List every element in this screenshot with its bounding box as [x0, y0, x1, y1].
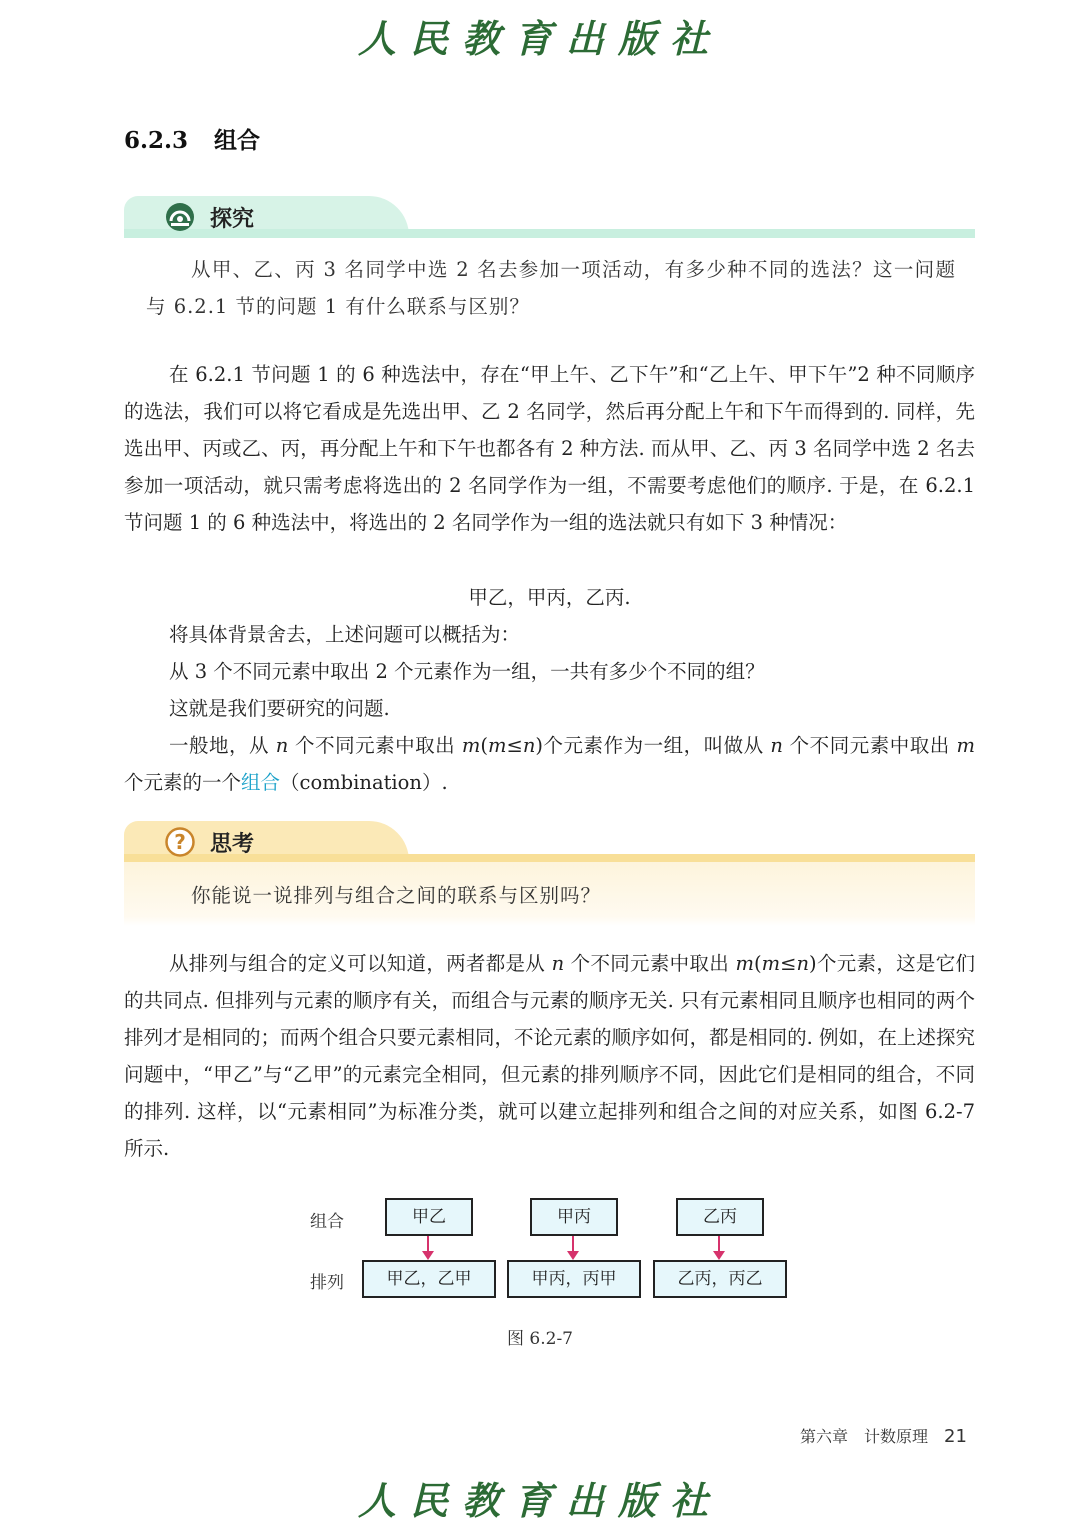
- arrow-2: [572, 1236, 574, 1252]
- think-banner: [124, 821, 975, 863]
- perm-box-1: 甲乙，乙甲: [362, 1260, 496, 1298]
- combo-list: 甲乙，甲丙，乙丙.: [468, 586, 631, 609]
- question-icon: [164, 826, 196, 858]
- arrow-3: [718, 1236, 720, 1252]
- perm-box-3: 乙丙，丙乙: [653, 1260, 787, 1298]
- perm-box-2: 甲丙，丙甲: [507, 1260, 641, 1298]
- explore-icon: [164, 201, 196, 233]
- paragraph-3: 将具体背景舍去，上述问题可以概括为：: [169, 623, 521, 646]
- explore-banner: [124, 196, 975, 238]
- explore-title: 探究: [210, 207, 255, 232]
- section-number: 6.2.3: [124, 127, 189, 154]
- comparison-paragraph: 从排列与组合的定义可以知道，两者都是从 n 个不同元素中取出 m(m≤n)个元素，这是它们的共同点. 但排列与元素的顺序有关，而组合与元素的顺序无关. 只有元素相同且顺序也相同的两个排列才是相同的；而两个组合只要元素相同，不论元素的顺序如何，都是相同的. 例如，在上述探究问题中，“甲乙”与“乙甲”的元素完全相同，但元素的排列顺序不同，因此它们是相同的组合，不同的排列. 这样，以“元素相同”为标准分类，就可以建立起排列和组合之间的对应关系，如图 6.2-7 所示.: [124, 952, 976, 1160]
- publisher-watermark-bottom: 人民教育出版社: [357, 1478, 722, 1523]
- page-footer: [800, 1424, 967, 1447]
- think-question: 你能说一说排列与组合之间的联系与区别吗？: [191, 884, 602, 907]
- paragraph-5: 这就是我们要研究的问题.: [169, 697, 390, 720]
- explore-question: 从甲、乙、丙 3 名同学中选 2 名去参加一项活动，有多少种不同的选法？这一问题与 6.2.1 节的问题 1 有什么联系与区别？: [146, 258, 956, 318]
- section-heading: [124, 122, 260, 155]
- page-number: 21: [944, 1426, 967, 1447]
- svg-text:?: ?: [174, 830, 186, 854]
- paragraph-1: 在 6.2.1 节问题 1 的 6 种选法中，存在“甲上午、乙下午”和“乙上午、甲下午”2 种不同顺序的选法，我们可以将它看成是先选出甲、乙 2 名同学，然后再分配上午和下午而得到的. 同样，先选出甲、丙或乙、丙，再分配上午和下午也都各有 2 种方法. 而从甲、乙、丙 3 名同学中选 2 名去参加一项活动，就只需考虑将选出的 2 名同学作为一组，不需要考虑他们的顺序. 于是，在 6.2.1 节问题 1 的 6 种选法中，将选出的 2 名同学作为一组的选法就只有如下 3 种情况：: [124, 363, 975, 534]
- publisher-watermark-top: 人民教育出版社: [357, 16, 722, 61]
- chapter-label: 第六章 计数原理: [800, 1427, 929, 1446]
- figure-row-label-permutation: 排列: [310, 1273, 344, 1293]
- combo-box-3: 乙丙: [676, 1198, 764, 1236]
- think-title: 思考: [210, 832, 255, 857]
- arrow-1: [427, 1236, 429, 1252]
- paragraph-4: 从 3 个不同元素中取出 2 个元素作为一组，一共有多少个不同的组？: [169, 660, 765, 683]
- definition-paragraph: 一般地，从 n 个不同元素中取出 m(m≤n)个元素作为一组，叫做从 n 个不同元素中取出 m 个元素的一个组合（combination）.: [124, 734, 975, 794]
- section-title: 组合: [214, 128, 261, 154]
- term-combination: 组合: [241, 771, 281, 794]
- figure-row-label-combination: 组合: [310, 1212, 344, 1232]
- figure-caption: 图 6.2-7: [507, 1329, 573, 1349]
- combo-box-2: 甲丙: [530, 1198, 618, 1236]
- combo-box-1: 甲乙: [385, 1198, 473, 1236]
